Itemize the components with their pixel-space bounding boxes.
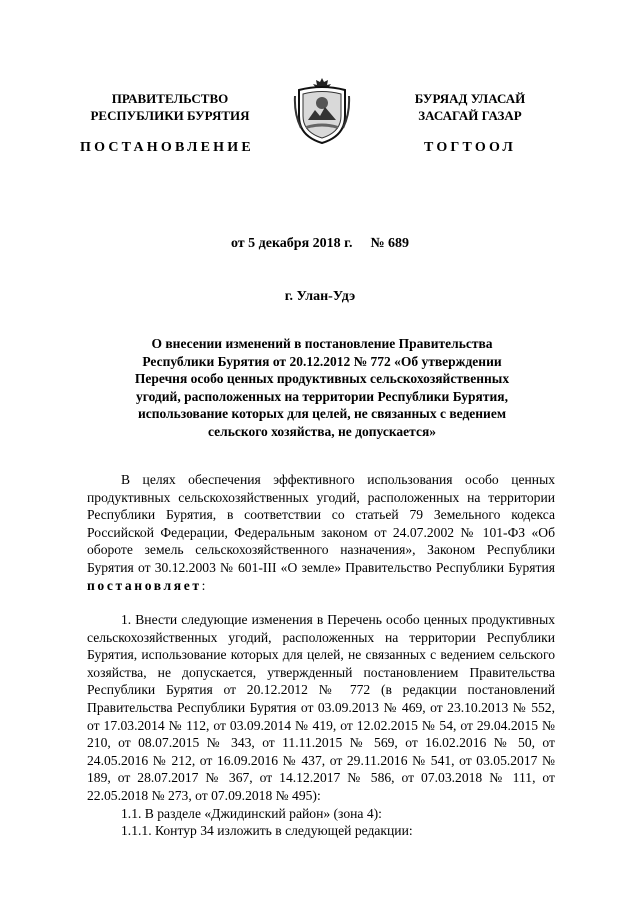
title-line: угодий, расположенных на территории Республики Бурятия, — [136, 388, 508, 404]
title-line: Перечня особо ценных продуктивных сельскохозяйственных — [134, 371, 510, 386]
header-right — [375, 90, 565, 124]
items-block — [87, 611, 555, 840]
item-1-1-1: 1.1.1. Контур 34 изложить в следующей редакции: — [121, 823, 413, 839]
document-date: от 5 декабря 2018 г. — [230, 236, 353, 251]
header-left — [55, 90, 285, 124]
decree-word: постановляет — [87, 577, 202, 593]
title-line: О внесении изменений в постановление Правительства — [151, 336, 493, 351]
header-right-line1: БУРЯАД УЛАСАЙ — [414, 91, 526, 106]
document-title — [110, 335, 534, 440]
city: г. Улан-Удэ — [284, 289, 356, 304]
doc-type-bua: ТОГТООЛ — [423, 140, 517, 155]
header-left-line1: ПРАВИТЕЛЬСТВО — [111, 91, 229, 106]
date-line — [0, 236, 640, 252]
decree-suffix: : — [201, 577, 206, 593]
preamble-text: В целях обеспечения эффективного использования особо ценных продуктивных сельскохозяйственных угодий, расположенных на территории Республики Бурятия, в соответствии со статьей 79 Земельного кодекса Российской Федерации, Федеральным законом от 24.07.2002 № 101-ФЗ «Об обороте земель сельскохозяйственного назначения», Законом Республики Бурятия от 30.12.2003 № 601-III «О земле» Правительство Республики Бурятия — [87, 472, 555, 575]
header-right-line2: ЗАСАГАЙ ГАЗАР — [418, 108, 522, 123]
preamble-paragraph — [87, 471, 555, 594]
title-line: Республики Бурятия от 20.12.2012 № 772 «Об утверждении — [142, 353, 502, 369]
title-line: использование которых для целей, не связанных с ведением — [137, 406, 507, 421]
item-1: 1. Внести следующие изменения в Перечень особо ценных продуктивных сельскохозяйственных угодий, расположенных на территории Республики Бурятия, использование которых для целей, не связанных с ведением сельского хозяйства, не допускается, утвержденный постановлением Правительства Республики Бурятия от 20.12.2012 № 772 (в редакции постановлений Правительства Республики Бурятия от 03.09.2013 № 469, от 23.10.2013 № 552, от 17.03.2014 № 112, от 03.09.2014 № 419, от 12.02.2015 № 54, от 29.04.2015 № 210, от 08.07.2015 № 343, от 11.11.2015 № 569, от 16.02.2016 № 50, от 24.05.2016 № 212, от 16.09.2016 № 437, от 29.11.2016 № 541, от 03.05.2017 № 189, от 28.07.2017 № 367, от 14.12.2017 № 586, от 07.03.2018 № 111, от 22.05.2018 № 273, от 07.09.2018 № 495): — [87, 612, 555, 803]
item-1-1: 1.1. В разделе «Джидинский район» (зона 4): — [121, 805, 382, 821]
doc-type-ru: ПОСТАНОВЛЕНИЕ — [80, 140, 254, 155]
coat-of-arms-icon — [293, 76, 351, 146]
title-line: сельского хозяйства, не допускается» — [207, 423, 437, 439]
header-left-line2: РЕСПУБЛИКИ БУРЯТИЯ — [90, 108, 250, 123]
document-number: № 689 — [370, 236, 410, 251]
